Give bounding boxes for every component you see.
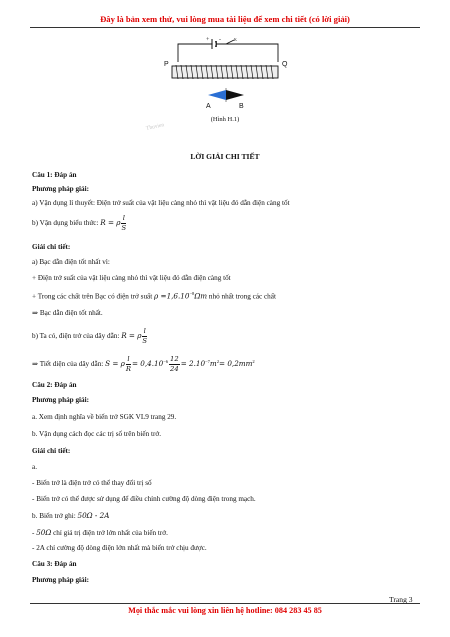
s-frac2-den: 24 [170, 365, 179, 373]
c2-sol-1: a. [32, 463, 37, 471]
c1-solution: Giải chi tiết: [32, 243, 71, 251]
s-exp: −6 [163, 358, 169, 364]
c1-sol-3-a: + Trong các chất trên Bạc có điện trở suất [32, 292, 153, 301]
s-sq2: 2 [252, 358, 255, 364]
preview-notice: Đây là bản xem thử, vui lòng mua tài liệu để xem chi tiết (có lời giải) [100, 14, 350, 24]
c1-sol-3-d: nhỏ nhất trong các chất [208, 292, 276, 301]
c1-sol-5-text: b) Ta có, điện trở của dây dẫn: [32, 332, 120, 341]
c3-method: Phương pháp giải: [32, 576, 90, 584]
c1-sol-5 [32, 327, 148, 346]
s-unit: m [209, 359, 217, 369]
battery-minus-label: - [219, 37, 221, 43]
magnet-left [208, 90, 226, 100]
c2-heading: Câu 2: Đáp án [32, 381, 77, 389]
c2-sol-3: - Biến trở có thể được sử dụng để điều chỉnh cường độ dòng điện trong mạch. [32, 495, 256, 503]
label-p: P [164, 61, 169, 68]
s-prefix: S = ρ [105, 359, 125, 369]
c2-sol-5-ohm: 50Ω [36, 528, 52, 537]
label-q: Q [282, 61, 288, 68]
c2-solution: Giải chi tiết: [32, 447, 71, 455]
header-divider [30, 27, 420, 28]
circuit-wire [178, 44, 278, 62]
hotline-notice: Mọi thắc mắc vui lòng xin liên hệ hotline: 084 283 45 85 [128, 606, 322, 615]
c1-heading: Câu 1: Đáp án [32, 171, 77, 179]
formula-fraction [121, 214, 126, 233]
frac-den: S [121, 224, 127, 232]
label-a: A [206, 103, 211, 110]
s-exp2: −7 [205, 358, 210, 364]
c1-method-b-text: b) Vận dụng biểu thức: [32, 219, 99, 228]
c2-sol-5-c: chỉ giá trị điện trở lớn nhất của biến trở. [53, 529, 168, 537]
battery-plus-label: + [206, 37, 210, 43]
c2-sol-5-a: - [32, 529, 35, 537]
c2-sol-4-a: b. Biến trở ghi: [32, 512, 76, 520]
s-frac1-den: R [125, 365, 131, 373]
magnet-right [226, 90, 244, 100]
c1-method: Phương pháp giải: [32, 185, 90, 193]
c2-sol-4 [32, 511, 109, 520]
s-frac2 [169, 355, 180, 374]
formula2-lhs: R = ρ [121, 331, 142, 341]
figure-caption: (Hình H.1) [210, 116, 240, 123]
c1-method-a: a) Vận dụng lí thuyết: Điện trở suất của vật liệu càng nhỏ thì vật liệu đó dẫn điện càng tốt [32, 199, 290, 207]
footer-divider [30, 603, 420, 604]
c2-method-a: a. Xem định nghĩa về biến trở SGK VL9 trang 29. [32, 413, 177, 421]
section-title: LỜI GIẢI CHI TIẾT [190, 152, 260, 161]
rho-value: ρ =1,6.10 [154, 291, 190, 301]
s-frac2-num: 12 [170, 355, 179, 363]
s-sq1: 2 [216, 358, 220, 364]
switch-label: K [234, 37, 237, 42]
s-frac1 [126, 355, 131, 374]
formula2-fraction [142, 327, 147, 346]
label-b: B [239, 103, 244, 110]
c1-sol-1: a) Bạc dẫn điện tốt nhất vì: [32, 258, 110, 266]
c1-sol-2: + Điện trở suất của vật liệu càng nhỏ thì vật liệu đó dẫn điện càng tốt [32, 274, 231, 282]
frac2-den: S [142, 337, 148, 345]
c1-sol-3 [32, 291, 276, 300]
rating-value: 50Ω - 2A [77, 511, 110, 520]
c2-sol-5 [32, 528, 168, 537]
circuit-figure [150, 36, 300, 128]
s-mid: = 0,4.10 [131, 359, 164, 369]
c2-method: Phương pháp giải: [32, 396, 90, 404]
s-res: = 2.10 [180, 359, 206, 369]
c1-sol-6 [32, 355, 255, 374]
frac2-num: l [143, 327, 146, 335]
c2-method-b: b. Vận dụng cách đọc các trị số trên biến trở. [32, 430, 162, 438]
page-number: Trang 3 [389, 595, 413, 604]
frac-num: l [122, 214, 125, 222]
c1-sol-6-text: ⇒ Tiết diện của dây dẫn: [32, 360, 104, 369]
switch-lever [226, 40, 234, 44]
s-end: = 0,2mm [219, 359, 253, 369]
c3-heading: Câu 3: Đáp án [32, 560, 77, 568]
c1-method-b [32, 214, 127, 233]
s-frac1-num: l [127, 355, 130, 363]
rho-unit: Ωm [194, 291, 208, 301]
formula-r-lhs: R = ρ [100, 218, 121, 228]
c1-sol-4: ⇒ Bạc dẫn điện tốt nhất. [32, 309, 103, 317]
c2-sol-2: - Biến trở là điện trở có thể thay đổi trị số [32, 479, 152, 487]
rho-exp: −8 [189, 291, 195, 296]
wire-gap [213, 43, 216, 46]
watermark: Thuvien [145, 122, 165, 132]
c2-sol-6: - 2A chỉ cường độ dòng điện lớn nhất mà biến trở chịu được. [32, 544, 207, 552]
